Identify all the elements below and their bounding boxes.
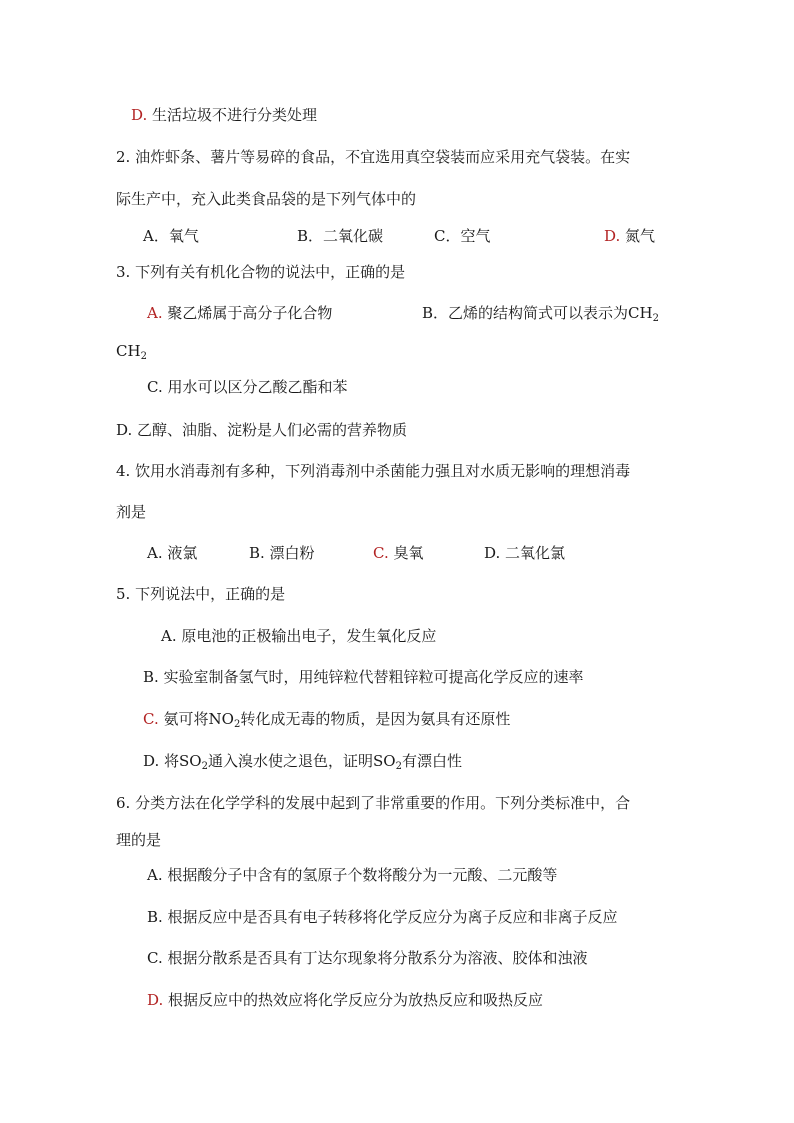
q2-option-c: C．空气 — [434, 227, 491, 245]
q2-option-d — [604, 226, 655, 246]
q3-option-b — [422, 303, 659, 323]
q3-option-b-cont-sub: 2 — [140, 351, 147, 362]
q5-option-d — [143, 751, 462, 771]
q2-stem-line2: 际生产中，充入此类食品袋的是下列气体中的 — [116, 190, 417, 208]
q5-option-d-text2: 通入溴水使之退色，证明SO — [207, 752, 396, 770]
q4-option-d: D. 二氧化氯 — [484, 544, 566, 562]
q5-option-a: A. 原电池的正极输出电子，发生氧化反应 — [161, 627, 437, 645]
q3-option-b-continued — [116, 341, 147, 361]
q5-option-d-text3: 有漂白性 — [401, 752, 462, 770]
q6-option-c: C. 根据分散系是否具有丁达尔现象将分散系分为溶液、胶体和浊液 — [147, 949, 588, 967]
q4-option-c — [373, 543, 424, 563]
q3-option-b-text: B．乙烯的结构简式可以表示为CH — [422, 304, 653, 322]
q5-option-c — [143, 709, 510, 729]
q6-stem-line1: 6. 分类方法在化学学科的发展中起到了非常重要的作用。下列分类标准中，合 — [116, 794, 631, 812]
q5-option-c-sub: 2 — [233, 719, 241, 730]
q3-option-b-sub: 2 — [652, 313, 659, 324]
q5-option-d-sub2: 2 — [395, 761, 402, 772]
q3-option-d: D. 乙醇、油脂、淀粉是人们必需的营养物质 — [116, 421, 408, 439]
q6-option-d — [147, 990, 543, 1010]
q4-option-b: B. 漂白粉 — [249, 544, 315, 562]
q2-option-d-text: 氮气 — [625, 227, 656, 245]
q4-stem-line2: 剂是 — [116, 503, 147, 521]
q5-option-d-text1: D. 将SO — [143, 752, 202, 770]
q4-option-a: A. 液氯 — [147, 544, 198, 562]
q2-option-b: B．二氧化碳 — [297, 227, 384, 245]
q2-option-d-letter: D. — [604, 227, 621, 245]
q3-stem: 3. 下列有关有机化合物的说法中，正确的是 — [116, 263, 406, 281]
q3-option-a-letter: A. — [147, 304, 163, 322]
q5-option-c-letter: C. — [143, 710, 159, 728]
q5-option-c-text1: 氨可将NO — [163, 710, 234, 728]
q4-option-c-letter: C. — [373, 544, 389, 562]
q5-option-d-sub1: 2 — [201, 761, 208, 772]
q5-stem: 5. 下列说法中，正确的是 — [116, 585, 286, 603]
q4-stem-line1: 4. 饮用水消毒剂有多种，下列消毒剂中杀菌能力强且对水质无影响的理想消毒 — [116, 462, 631, 480]
q1-option-d-text: 生活垃圾不进行分类处理 — [152, 106, 318, 124]
q3-option-c: C. 用水可以区分乙酸乙酯和苯 — [147, 378, 348, 396]
q3-option-a-text: 聚乙烯属于高分子化合物 — [167, 304, 333, 322]
q6-option-b: B. 根据反应中是否具有电子转移将化学反应分为离子反应和非离子反应 — [147, 908, 618, 926]
q6-option-d-letter: D. — [147, 991, 164, 1009]
q2-option-a: A．氧气 — [143, 227, 199, 245]
q1-option-d-letter: D. — [131, 106, 148, 124]
q6-option-a: A. 根据酸分子中含有的氢原子个数将酸分为一元酸、二元酸等 — [147, 866, 558, 884]
q1-option-d — [131, 105, 317, 125]
q3-option-a — [147, 303, 332, 323]
q5-option-b: B. 实验室制备氢气时，用纯锌粒代替粗锌粒可提高化学反应的速率 — [143, 668, 584, 686]
q4-option-c-text: 臭氧 — [393, 544, 424, 562]
q6-option-d-text: 根据反应中的热效应将化学反应分为放热反应和吸热反应 — [168, 991, 544, 1009]
q3-option-b-cont-text: CH — [116, 342, 141, 360]
q5-option-c-text2: 转化成无毒的物质，是因为氨具有还原性 — [240, 710, 511, 728]
q2-stem-line1: 2. 油炸虾条、薯片等易碎的食品，不宜选用真空袋装而应采用充气袋装。在实 — [116, 148, 631, 166]
q6-stem-line2: 理的是 — [116, 831, 162, 849]
